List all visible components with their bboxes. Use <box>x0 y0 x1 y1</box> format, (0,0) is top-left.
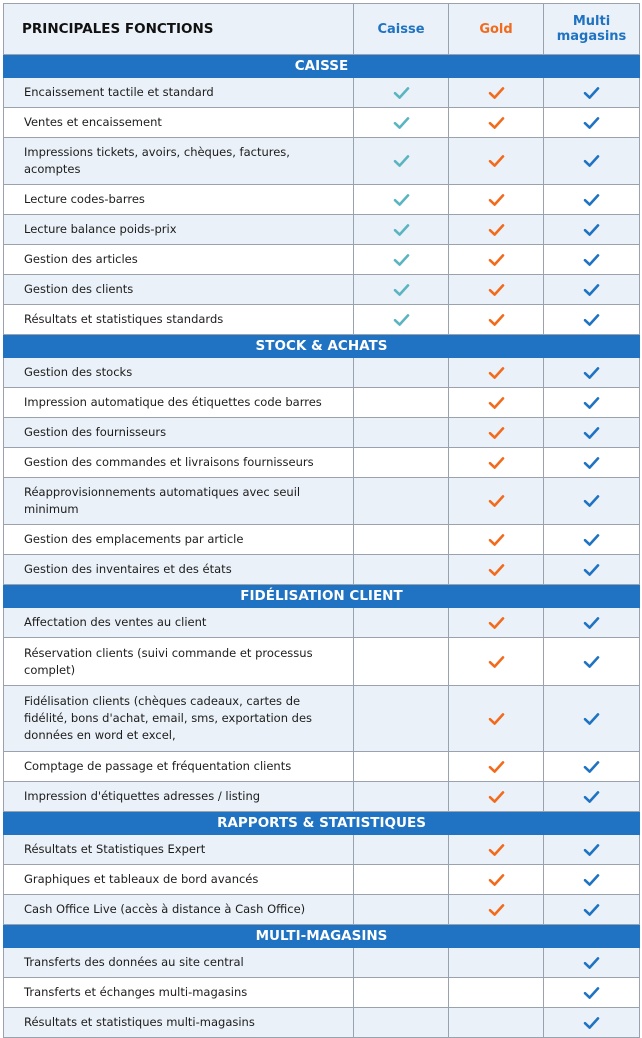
cell-multi <box>544 108 640 138</box>
check-icon <box>488 313 505 327</box>
section-title: RAPPORTS & STATISTIQUES <box>4 812 640 835</box>
check-icon <box>583 1016 600 1030</box>
cell-caisse <box>354 358 449 388</box>
table-row <box>4 895 640 925</box>
section-title: CAISSE <box>4 55 640 78</box>
cell-gold <box>449 215 544 245</box>
cell-multi <box>544 865 640 895</box>
column-header-gold: Gold <box>449 4 544 55</box>
feature-label: Encaissement tactile et standard <box>4 78 354 108</box>
table-row <box>4 865 640 895</box>
cell-multi <box>544 686 640 752</box>
cell-caisse <box>354 78 449 108</box>
cell-multi <box>544 608 640 638</box>
check-icon <box>393 313 410 327</box>
check-icon <box>583 843 600 857</box>
feature-label: Lecture codes-barres <box>4 185 354 215</box>
feature-label: Résultats et statistiques multi-magasins <box>4 1008 354 1038</box>
cell-multi <box>544 185 640 215</box>
cell-multi <box>544 215 640 245</box>
check-icon <box>583 616 600 630</box>
check-icon <box>583 873 600 887</box>
cell-gold <box>449 305 544 335</box>
check-icon <box>488 655 505 669</box>
cell-gold <box>449 865 544 895</box>
feature-label: Graphiques et tableaux de bord avancés <box>4 865 354 895</box>
feature-label: Transferts des données au site central <box>4 948 354 978</box>
feature-label: Lecture balance poids-prix <box>4 215 354 245</box>
feature-label: Résultats et Statistiques Expert <box>4 835 354 865</box>
table-row <box>4 305 640 335</box>
check-icon <box>583 563 600 577</box>
check-icon <box>488 790 505 804</box>
check-icon <box>488 193 505 207</box>
check-icon <box>583 760 600 774</box>
cell-gold <box>449 525 544 555</box>
table-row <box>4 185 640 215</box>
section-title: STOCK & ACHATS <box>4 335 640 358</box>
check-icon <box>583 193 600 207</box>
cell-multi <box>544 835 640 865</box>
cell-multi <box>544 525 640 555</box>
table-row <box>4 835 640 865</box>
table-row <box>4 78 640 108</box>
cell-gold <box>449 358 544 388</box>
cell-caisse <box>354 245 449 275</box>
check-icon <box>583 253 600 267</box>
table-row <box>4 638 640 686</box>
cell-multi <box>544 1008 640 1038</box>
cell-caisse <box>354 978 449 1008</box>
check-icon <box>583 712 600 726</box>
check-icon <box>488 616 505 630</box>
check-icon <box>583 283 600 297</box>
check-icon <box>488 760 505 774</box>
cell-caisse <box>354 185 449 215</box>
table-row <box>4 1008 640 1038</box>
cell-gold <box>449 978 544 1008</box>
cell-gold <box>449 555 544 585</box>
check-icon <box>488 494 505 508</box>
cell-caisse <box>354 525 449 555</box>
feature-label: Réapprovisionnements automatiques avec seuil minimum <box>4 478 354 525</box>
cell-multi <box>544 305 640 335</box>
cell-caisse <box>354 448 449 478</box>
check-icon <box>583 956 600 970</box>
check-icon <box>488 116 505 130</box>
table-row <box>4 448 640 478</box>
section-title: MULTI-MAGASINS <box>4 925 640 948</box>
check-icon <box>488 223 505 237</box>
cell-gold <box>449 78 544 108</box>
table-row <box>4 782 640 812</box>
cell-caisse <box>354 555 449 585</box>
cell-multi <box>544 948 640 978</box>
cell-gold <box>449 782 544 812</box>
table-row <box>4 245 640 275</box>
header-title: PRINCIPALES FONCTIONS <box>4 4 354 55</box>
check-icon <box>583 86 600 100</box>
cell-caisse <box>354 948 449 978</box>
section-header-row <box>4 55 640 78</box>
check-icon <box>488 456 505 470</box>
check-icon <box>583 313 600 327</box>
cell-caisse <box>354 275 449 305</box>
cell-gold <box>449 275 544 305</box>
check-icon <box>488 154 505 168</box>
feature-label: Fidélisation clients (chèques cadeaux, cartes de fidélité, bons d'achat, email, sms, exportation des données en word et excel, <box>4 686 354 752</box>
cell-gold <box>449 138 544 185</box>
feature-comparison-table <box>3 3 640 1038</box>
cell-multi <box>544 448 640 478</box>
section-header-row <box>4 335 640 358</box>
cell-multi <box>544 478 640 525</box>
feature-label: Gestion des articles <box>4 245 354 275</box>
cell-multi <box>544 388 640 418</box>
cell-caisse <box>354 478 449 525</box>
cell-caisse <box>354 752 449 782</box>
cell-multi <box>544 358 640 388</box>
section-header-row <box>4 812 640 835</box>
check-icon <box>393 193 410 207</box>
feature-label: Comptage de passage et fréquentation clients <box>4 752 354 782</box>
cell-gold <box>449 686 544 752</box>
table-row <box>4 358 640 388</box>
table-row <box>4 215 640 245</box>
check-icon <box>393 116 410 130</box>
cell-multi <box>544 245 640 275</box>
cell-gold <box>449 948 544 978</box>
table-row <box>4 478 640 525</box>
cell-gold <box>449 388 544 418</box>
cell-gold <box>449 108 544 138</box>
cell-gold <box>449 245 544 275</box>
table-row <box>4 686 640 752</box>
cell-gold <box>449 835 544 865</box>
cell-gold <box>449 1008 544 1038</box>
check-icon <box>583 223 600 237</box>
column-header-line: Multi <box>572 14 611 29</box>
check-icon <box>583 655 600 669</box>
cell-caisse <box>354 305 449 335</box>
feature-label: Impression d'étiquettes adresses / listing <box>4 782 354 812</box>
feature-label: Impression automatique des étiquettes code barres <box>4 388 354 418</box>
cell-gold <box>449 638 544 686</box>
section-title: FIDÉLISATION CLIENT <box>4 585 640 608</box>
table-row <box>4 608 640 638</box>
table-row <box>4 525 640 555</box>
cell-multi <box>544 138 640 185</box>
cell-multi <box>544 638 640 686</box>
check-icon <box>488 563 505 577</box>
check-icon <box>393 253 410 267</box>
check-icon <box>488 712 505 726</box>
check-icon <box>488 366 505 380</box>
cell-multi <box>544 782 640 812</box>
cell-caisse <box>354 138 449 185</box>
table-body <box>4 4 640 1038</box>
column-header-multi-magasins <box>544 4 640 55</box>
check-icon <box>583 533 600 547</box>
check-icon <box>583 986 600 1000</box>
cell-gold <box>449 418 544 448</box>
check-icon <box>583 426 600 440</box>
check-icon <box>488 253 505 267</box>
column-header-line: magasins <box>556 29 627 44</box>
check-icon <box>488 86 505 100</box>
section-header-row <box>4 585 640 608</box>
cell-multi <box>544 78 640 108</box>
feature-label: Gestion des clients <box>4 275 354 305</box>
table-row <box>4 555 640 585</box>
cell-gold <box>449 752 544 782</box>
check-icon <box>583 396 600 410</box>
check-icon <box>393 154 410 168</box>
cell-multi <box>544 275 640 305</box>
cell-gold <box>449 185 544 215</box>
feature-label: Cash Office Live (accès à distance à Cash Office) <box>4 895 354 925</box>
check-icon <box>583 116 600 130</box>
cell-caisse <box>354 418 449 448</box>
feature-label: Gestion des inventaires et des états <box>4 555 354 585</box>
feature-label: Transferts et échanges multi-magasins <box>4 978 354 1008</box>
cell-multi <box>544 752 640 782</box>
check-icon <box>488 283 505 297</box>
cell-caisse <box>354 1008 449 1038</box>
check-icon <box>393 223 410 237</box>
cell-caisse <box>354 865 449 895</box>
table-row <box>4 388 640 418</box>
check-icon <box>488 873 505 887</box>
check-icon <box>488 903 505 917</box>
column-header-caisse: Caisse <box>354 4 449 55</box>
cell-multi <box>544 895 640 925</box>
check-icon <box>583 494 600 508</box>
cell-multi <box>544 978 640 1008</box>
cell-caisse <box>354 686 449 752</box>
check-icon <box>488 396 505 410</box>
check-icon <box>488 533 505 547</box>
feature-label: Réservation clients (suivi commande et processus complet) <box>4 638 354 686</box>
feature-label: Résultats et statistiques standards <box>4 305 354 335</box>
cell-gold <box>449 608 544 638</box>
cell-caisse <box>354 108 449 138</box>
feature-label: Gestion des stocks <box>4 358 354 388</box>
feature-label: Affectation des ventes au client <box>4 608 354 638</box>
feature-label: Gestion des fournisseurs <box>4 418 354 448</box>
section-header-row <box>4 925 640 948</box>
cell-caisse <box>354 782 449 812</box>
feature-label: Ventes et encaissement <box>4 108 354 138</box>
cell-gold <box>449 478 544 525</box>
check-icon <box>583 790 600 804</box>
feature-label: Gestion des emplacements par article <box>4 525 354 555</box>
table-row <box>4 275 640 305</box>
check-icon <box>488 426 505 440</box>
table-row <box>4 948 640 978</box>
cell-caisse <box>354 215 449 245</box>
table-row <box>4 108 640 138</box>
cell-gold <box>449 448 544 478</box>
cell-caisse <box>354 608 449 638</box>
table-row <box>4 418 640 448</box>
cell-caisse <box>354 388 449 418</box>
cell-caisse <box>354 638 449 686</box>
cell-multi <box>544 555 640 585</box>
check-icon <box>583 366 600 380</box>
cell-caisse <box>354 895 449 925</box>
table-row <box>4 978 640 1008</box>
feature-label: Gestion des commandes et livraisons fournisseurs <box>4 448 354 478</box>
check-icon <box>393 283 410 297</box>
cell-gold <box>449 895 544 925</box>
check-icon <box>583 154 600 168</box>
table-header-row <box>4 4 640 55</box>
table-row <box>4 138 640 185</box>
check-icon <box>583 903 600 917</box>
check-icon <box>393 86 410 100</box>
check-icon <box>488 843 505 857</box>
cell-multi <box>544 418 640 448</box>
cell-caisse <box>354 835 449 865</box>
feature-label: Impressions tickets, avoirs, chèques, factures, acomptes <box>4 138 354 185</box>
table-row <box>4 752 640 782</box>
check-icon <box>583 456 600 470</box>
